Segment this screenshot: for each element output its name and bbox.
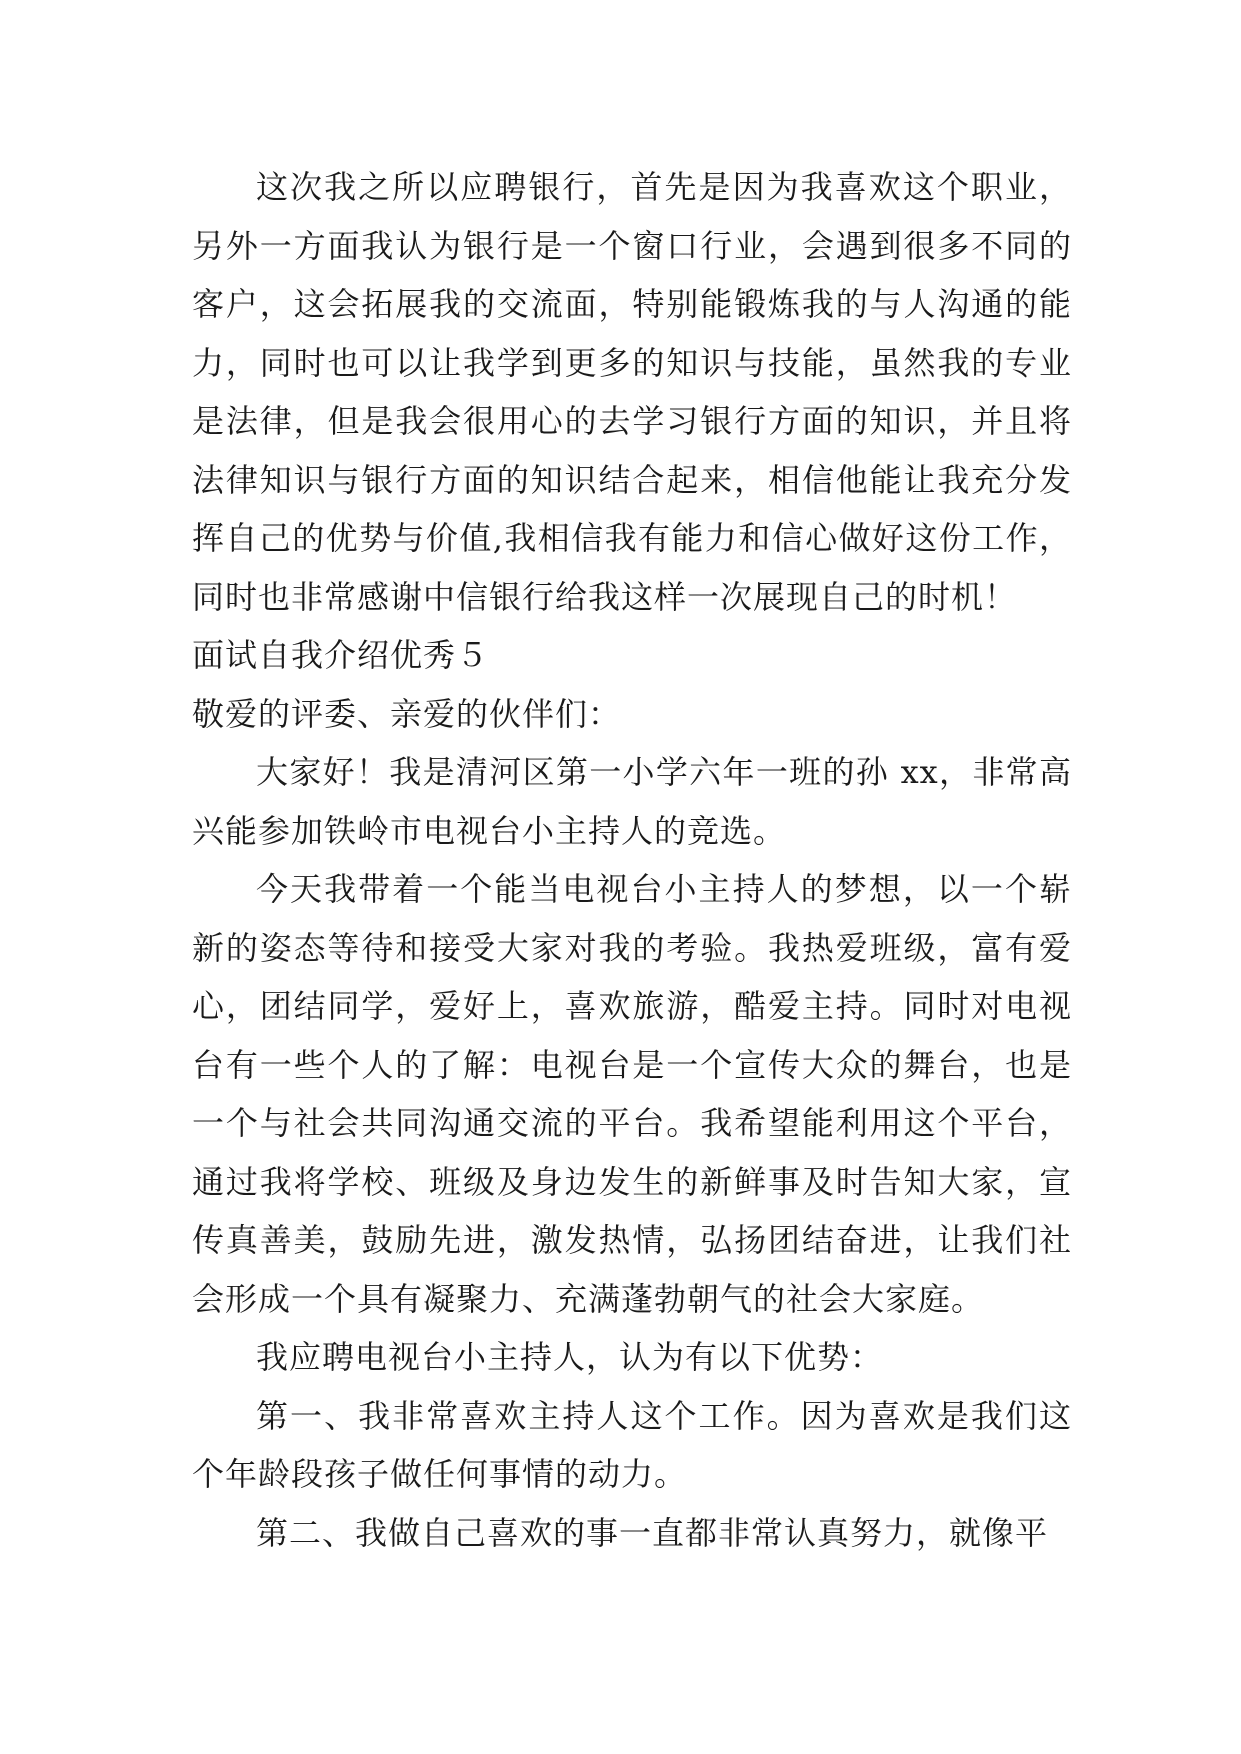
- paragraph-second-advantage: 第二、我做自己喜欢的事一直都非常认真努力，就像平: [256, 1513, 1049, 1552]
- document-body: [192, 158, 1072, 1562]
- paragraph-bank-application: 这次我之所以应聘银行，首先是因为我喜欢这个职业，另外一方面我认为银行是一个窗口行业，会遇到很多不同的客户，这会拓展我的交流面，特别能锻炼我的与人沟通的能力，同时也可以让我学到更多的知识与技能，虽然我的专业是法律，但是我会很用心的去学习银行方面的知识，并且将法律知识与银行方面的知识结合起来，相信他能让我充分发挥自己的优势与价值,我相信我有能力和信心做好这份工作，同时也非常感谢中信银行给我这样一次展现自己的时机！: [192, 168, 1072, 616]
- paragraph-first-advantage: 第一、我非常喜欢主持人这个工作。因为喜欢是我们这个年龄段孩子做任何事情的动力。: [192, 1396, 1072, 1493]
- paragraph-dream: 今天我带着一个能当电视台小主持人的梦想，以一个崭新的姿态等待和接受大家对我的考验。我热爱班级，富有爱心，团结同学，爱好上，喜欢旅游，酷爱主持。同时对电视台有一些个人的了解：电视台是一个宣传大众的舞台，也是一个与社会共同沟通交流的平台。我希望能利用这个平台，通过我将学校、班级及身边发生的新鲜事及时告知大家，宣传真善美，鼓励先进，激发热情，弘扬团结奋进，让我们社会形成一个具有凝聚力、充满蓬勃朝气的社会大家庭。: [192, 870, 1072, 1318]
- section-heading: 面试自我介绍优秀５: [192, 636, 490, 674]
- paragraph-greeting: 大家好！我是清河区第一小学六年一班的孙 xx，非常高兴能参加铁岭市电视台小主持人的竞选。: [192, 753, 1072, 850]
- paragraph-advantages-intro: 我应聘电视台小主持人，认为有以下优势：: [256, 1338, 884, 1376]
- paragraph-salutation: 敬爱的评委、亲爱的伙伴们：: [192, 694, 622, 733]
